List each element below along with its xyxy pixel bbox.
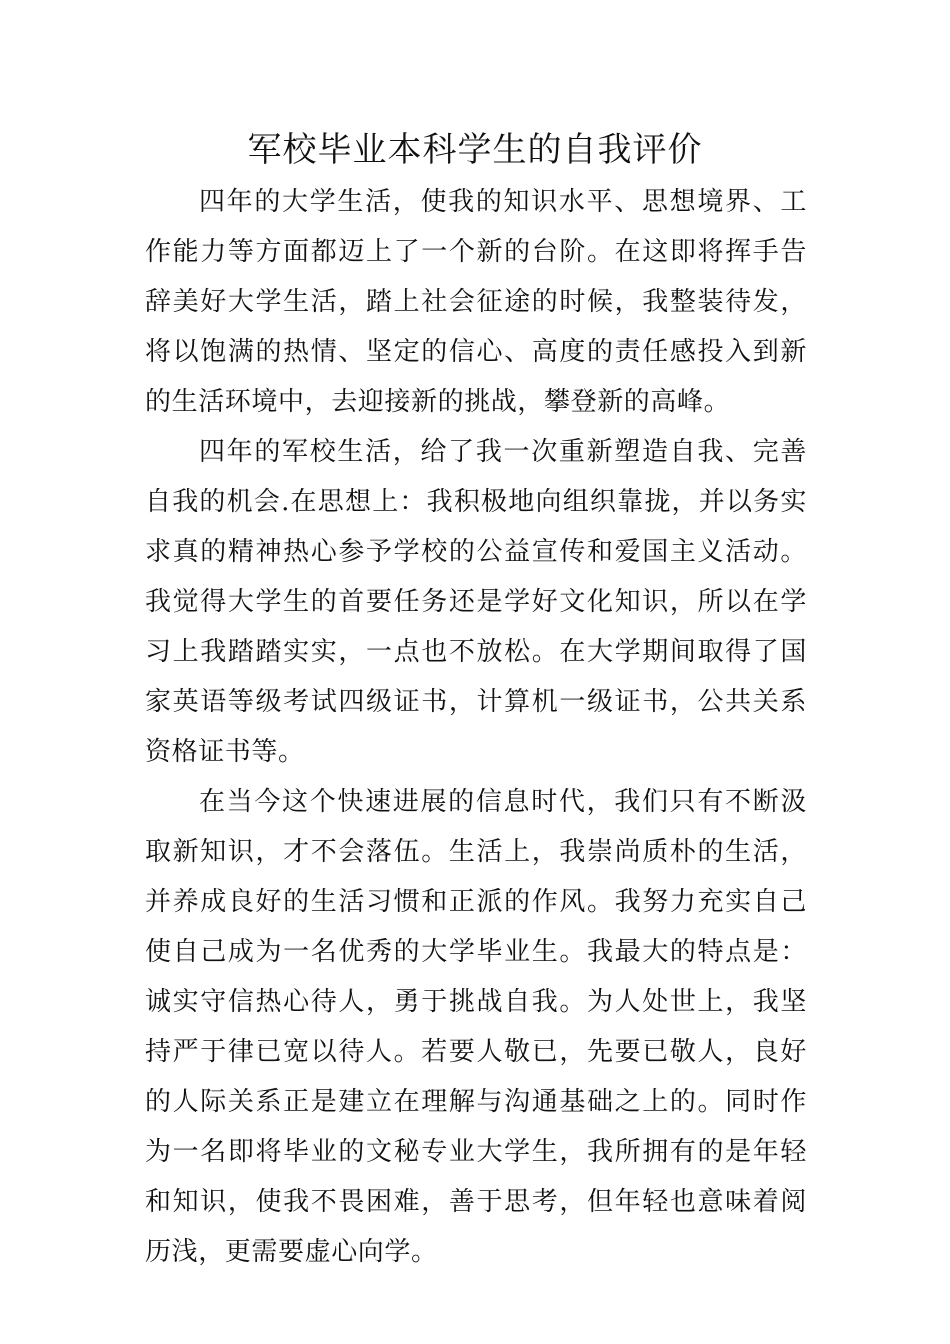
paragraph-2: 四年的军校生活，给了我一次重新塑造自我、完善自我的机会.在思想上：我积极地向组织靠拢，并以务实求真的精神热心参予学校的公益宣传和爱国主义活动。我觉得大学生的首要任务还是学好文化知识，所以在学习上我踏踏实实，一点也不放松。在大学期间取得了国家英语等级考试四级证书，计算机一级证书，公共关系资格证书等。 (145, 437, 807, 767)
document-body (145, 177, 807, 1277)
paragraph-1: 四年的大学生活，使我的知识水平、思想境界、工作能力等方面都迈上了一个新的台阶。在这即将挥手告辞美好大学生活，踏上社会征途的时候，我整装待发，将以饱满的热情、坚定的信心、高度的责任感投入到新的生活环境中，去迎接新的挑战，攀登新的高峰。 (145, 187, 807, 417)
paragraph-3: 在当今这个快速进展的信息时代，我们只有不断汲取新知识，才不会落伍。生活上，我崇尚质朴的生活，并养成良好的生活习惯和正派的作风。我努力充实自己使自己成为一名优秀的大学毕业生。我最大的特点是：诚实守信热心待人，勇于挑战自我。为人处世上，我坚持严于律已宽以待人。若要人敬已，先要已敬人，良好的人际关系正是建立在理解与沟通基础之上的。同时作为一名即将毕业的文秘专业大学生，我所拥有的是年轻和知识，使我不畏困难，善于思考，但年轻也意味着阅历浅，更需要虚心向学。 (145, 787, 807, 1267)
document-title: 军校毕业本科学生的自我评价 (247, 130, 703, 170)
